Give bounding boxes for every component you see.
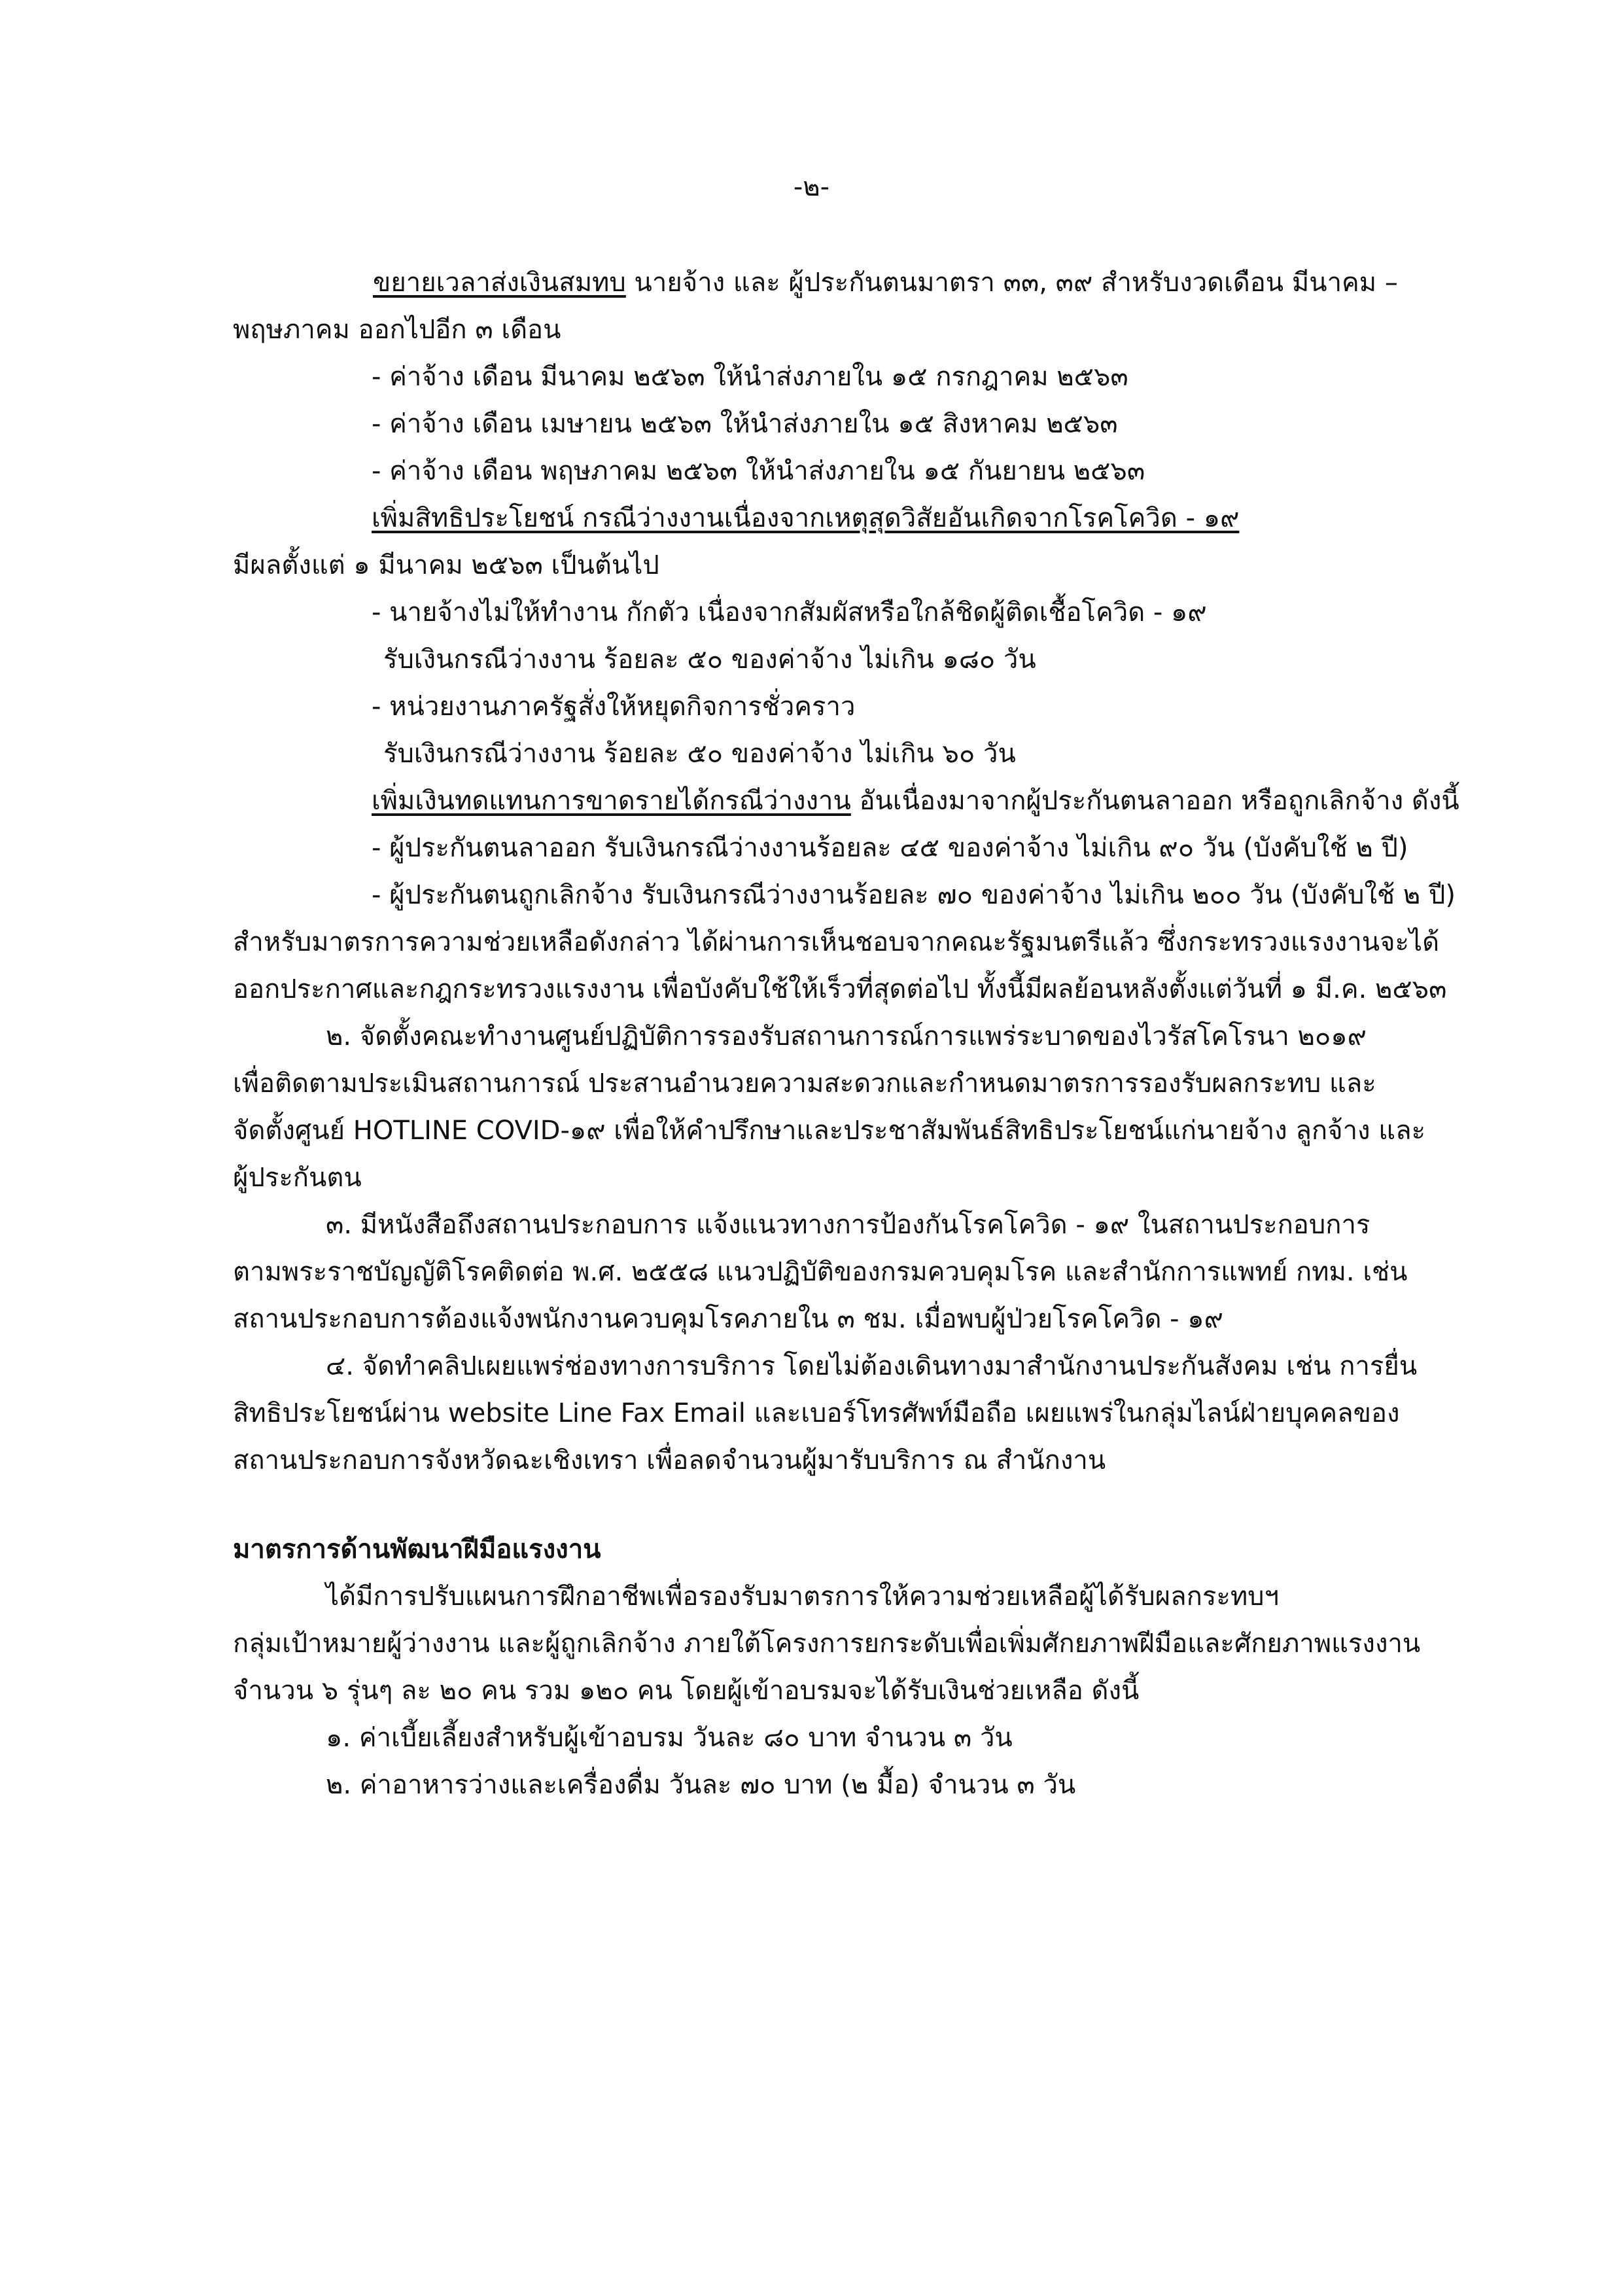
item3-line2: ตามพระราชบัญญัติโรคติดต่อ พ.ศ. ๒๕๕๘ แนวปฏิบัติของกรมควบคุมโรค และสำนักการแพทย์ กทม. เช่น [233,1257,1408,1287]
bullet-quarantine-detail: รับเงินกรณีว่างงาน ร้อยละ ๕๐ ของค่าจ้าง ไม่เกิน ๑๘๐ วัน [383,645,1036,675]
heading-compensation: เพิ่มเงินทดแทนการขาดรายได้กรณีว่างงาน [372,786,851,816]
page-number: -๒- [793,172,830,202]
text-effective-date: มีผลตั้งแต่ ๑ มีนาคม ๒๕๖๓ เป็นต้นไป [233,550,659,580]
skill-item-allowance: ๑. ค่าเบี้ยเลี้ยงสำหรับผู้เข้าอบรม วันละ ๘๐ บาท จำนวน ๓ วัน [326,1723,1013,1753]
skill-item-snack: ๒. ค่าอาหารว่างและเครื่องดื่ม วันละ ๗๐ บาท (๒ มื้อ) จำนวน ๓ วัน [326,1770,1076,1800]
item3-line3: สถานประกอบการต้องแจ้งพนักงานควบคุมโรคภายใน ๓ ชม. เมื่อพบผู้ป่วยโรคโควิด - ๑๙ [233,1304,1223,1334]
item3-line1: ๓. มีหนังสือถึงสถานประกอบการ แจ้งแนวทางการป้องกันโรคโควิด - ๑๙ ในสถานประกอบการ [326,1210,1370,1240]
bullet-resigned: - ผู้ประกันตนลาออก รับเงินกรณีว่างงานร้อยละ ๔๕ ของค่าจ้าง ไม่เกิน ๙๐ วัน (บังคับใช้ ๒ ปี) [372,833,1408,863]
skill-paragraph-line1: ได้มีการปรับแผนการฝึกอาชีพเพื่อรองรับมาตรการให้ความช่วยเหลือผู้ได้รับผลกระทบฯ [326,1581,1280,1612]
bullet-dismissed: - ผู้ประกันตนถูกเลิกจ้าง รับเงินกรณีว่างงานร้อยละ ๗๐ ของค่าจ้าง ไม่เกิน ๒๐๐ วัน (บังคับใช้ ๒ ปี) [372,880,1456,910]
skill-paragraph-line2: กลุ่มเป้าหมายผู้ว่างงาน และผู้ถูกเลิกจ้าง ภายใต้โครงการยกระดับเพื่อเพิ่มศักยภาพฝีมือและศักยภาพแรงงาน [233,1629,1421,1659]
paragraph-cabinet-line1: สำหรับมาตรการความช่วยเหลือดังกล่าว ได้ผ่านการเห็นชอบจากคณะรัฐมนตรีแล้ว ซึ่งกระทรวงแรงงานจะได้ [233,927,1440,957]
bullet-government-closure-detail: รับเงินกรณีว่างงาน ร้อยละ ๕๐ ของค่าจ้าง ไม่เกิน ๖๐ วัน [383,739,1016,769]
bullet-april: - ค่าจ้าง เดือน เมษายน ๒๕๖๓ ให้นำส่งภายใน ๑๕ สิงหาคม ๒๕๖๓ [372,409,1118,439]
bullet-march: - ค่าจ้าง เดือน มีนาคม ๒๕๖๓ ให้นำส่งภายใน ๑๕ กรกฎาคม ๒๕๖๓ [372,362,1128,392]
bullet-government-closure: - หน่วยงานภาครัฐสั่งให้หยุดกิจการชั่วคราว [372,692,856,722]
bullet-may: - ค่าจ้าง เดือน พฤษภาคม ๒๕๖๓ ให้นำส่งภายใน ๑๕ กันยายน ๒๕๖๓ [372,456,1145,486]
heading-unemployment-benefit: เพิ่มสิทธิประโยชน์ กรณีว่างงานเนื่องจากเหตุสุดวิสัยอันเกิดจากโรคโควิด - ๑๙ [372,503,1240,533]
paragraph-contribution-line1 [373,264,1398,301]
item2-line4: ผู้ประกันตน [233,1163,362,1193]
bullet-quarantine: - นายจ้างไม่ให้ทำงาน กักตัว เนื่องจากสัมผัสหรือใกล้ชิดผู้ติดเชื้อโควิด - ๑๙ [372,597,1207,627]
paragraph-cabinet-line2: ออกประกาศและกฎกระทรวงแรงงาน เพื่อบังคับใช้ให้เร็วที่สุดต่อไป ทั้งนี้มีผลย้อนหลังตั้งแต่วันที่ ๑ มี.ค. ๒๕๖๓ [233,974,1447,1004]
heading-extend-contribution: ขยายเวลาส่งเงินสมทบ [373,268,626,298]
heading-skill-development: มาตรการด้านพัฒนาฝีมือแรงงาน [233,1534,601,1564]
item4-line2: สิทธิประโยชน์ผ่าน website Line Fax Email และเบอร์โทรศัพท์มือถือ เผยแพร่ในกลุ่มไลน์ฝ่ายบุคคลของ [233,1398,1400,1428]
paragraph-compensation [372,783,1459,819]
item4-line1: ๔. จัดทำคลิปเผยแพร่ช่องทางการบริการ โดยไม่ต้องเดินทางมาสำนักงานประกันสังคม เช่น การยื่น [326,1351,1418,1381]
paragraph-contribution-line2: พฤษภาคม ออกไปอีก ๓ เดือน [233,315,561,345]
text-span: นายจ้าง และ ผู้ประกันตนมาตรา ๓๓, ๓๙ สำหรับงวดเดือน มีนาคม – [625,268,1398,298]
skill-paragraph-line3: จำนวน ๖ รุ่นๆ ละ ๒๐ คน รวม ๑๒๐ คน โดยผู้เข้าอบรมจะได้รับเงินช่วยเหลือ ดังนี้ [233,1676,1140,1706]
item2-line2: เพื่อติดตามประเมินสถานการณ์ ประสานอำนวยความสะดวกและกำหนดมาตรการรองรับผลกระทบ และ [233,1069,1376,1099]
text-span: อันเนื่องมาจากผู้ประกันตนลาออก หรือถูกเลิกจ้าง ดังนี้ [850,786,1459,816]
item2-line1: ๒. จัดตั้งคณะทำงานศูนย์ปฏิบัติการรองรับสถานการณ์การแพร่ระบาดของไวรัสโคโรนา ๒๐๑๙ [326,1021,1367,1051]
item4-line3: สถานประกอบการจังหวัดฉะเชิงเทรา เพื่อลดจำนวนผู้มารับบริการ ณ สำนักงาน [233,1445,1106,1475]
item2-line3: จัดตั้งศูนย์ HOTLINE COVID-๑๙ เพื่อให้คำปรึกษาและประชาสัมพันธ์สิทธิประโยชน์แก่นายจ้าง ลูกจ้าง และ [233,1116,1426,1146]
